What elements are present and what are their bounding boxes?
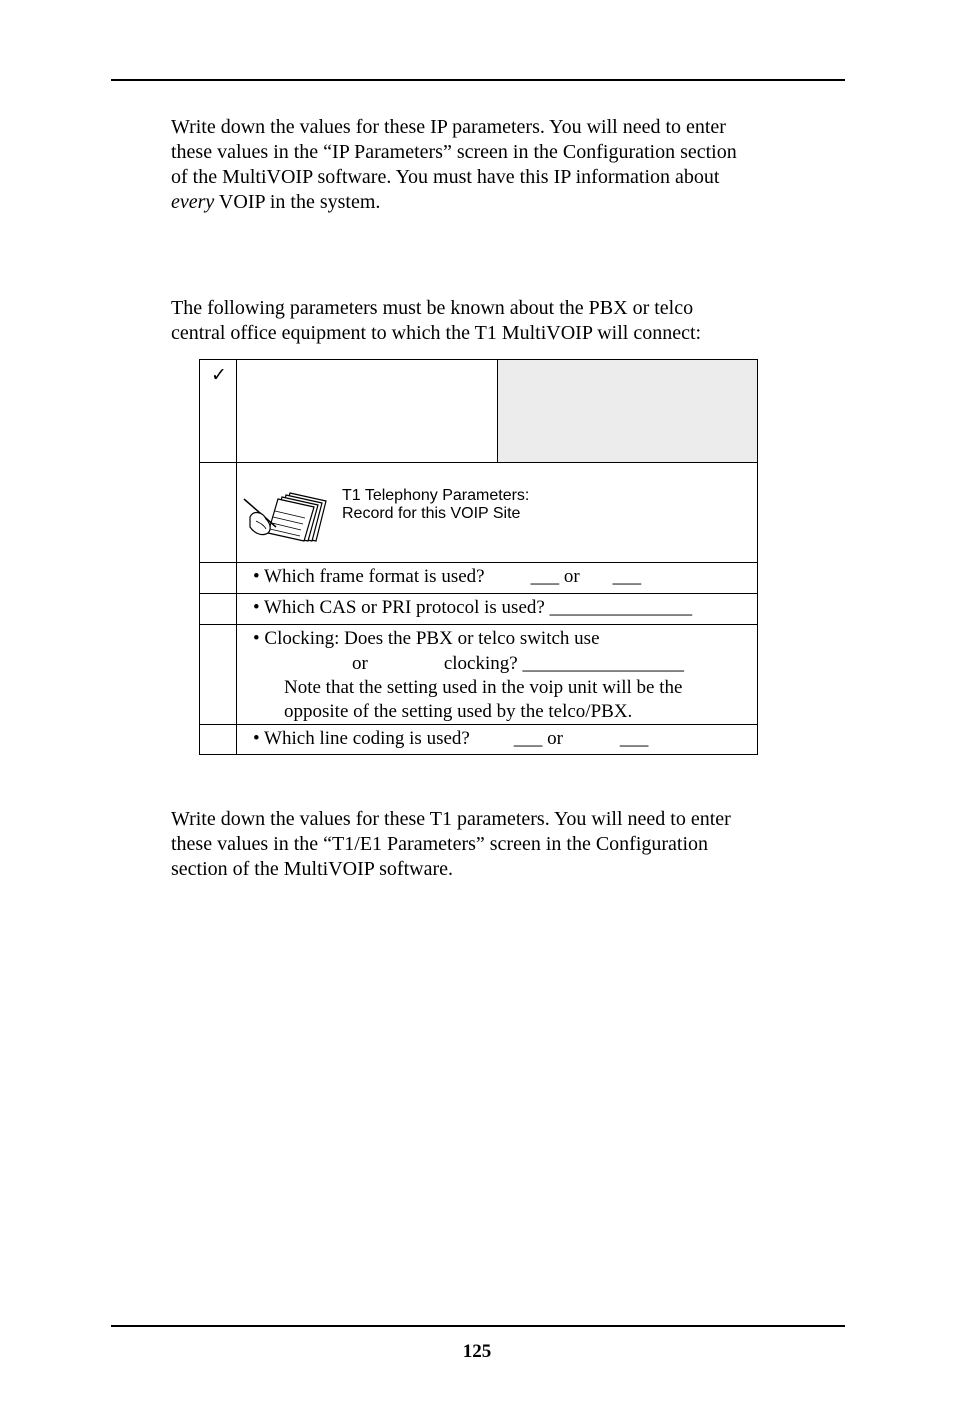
protocol-question bbox=[253, 595, 692, 620]
check-column-cell bbox=[199, 593, 237, 625]
check-column-cell bbox=[199, 562, 237, 594]
footer-rule bbox=[111, 1325, 845, 1327]
header-blank-cell bbox=[236, 359, 498, 463]
answer-blank: _______________ bbox=[549, 597, 693, 618]
clocking-options bbox=[352, 651, 684, 676]
t1-parameters-table bbox=[199, 359, 758, 755]
question-text: • Which CAS or PRI protocol is used? bbox=[253, 597, 545, 618]
clocking-note-line2: opposite of the setting used by the telco/PBX. bbox=[284, 701, 633, 722]
paragraph-line bbox=[171, 190, 851, 215]
paragraph-line: section of the MultiVOIP software. bbox=[171, 858, 453, 880]
header-rule bbox=[111, 79, 845, 81]
table-row bbox=[236, 593, 758, 625]
answer-blank: _________________ bbox=[522, 653, 684, 674]
t1-instructions-paragraph bbox=[171, 807, 851, 882]
page-number: 125 bbox=[462, 1341, 492, 1362]
table-title-cell bbox=[236, 462, 758, 563]
paragraph-line: these values in the “IP Parameters” screen in the Configuration section bbox=[171, 141, 737, 163]
notepad-with-pen-icon bbox=[242, 487, 332, 548]
table-row bbox=[236, 562, 758, 594]
answer-blank: ___ bbox=[619, 728, 649, 749]
question-text: • Which frame format is used? bbox=[253, 566, 485, 587]
clocking-text: clocking? bbox=[443, 653, 518, 674]
ip-instructions-paragraph bbox=[171, 115, 851, 215]
or-text: or bbox=[352, 653, 368, 674]
table-row bbox=[236, 724, 758, 755]
answer-blank: ___ bbox=[612, 566, 642, 587]
line-coding-question bbox=[253, 726, 648, 751]
check-column-cell bbox=[199, 462, 237, 563]
answer-blank: ___ bbox=[513, 728, 543, 749]
paragraph-line: these values in the “T1/E1 Parameters” screen in the Configuration bbox=[171, 833, 709, 855]
answer-blank: ___ bbox=[530, 566, 560, 587]
check-column-cell bbox=[199, 724, 237, 755]
table-title-line2: Record for this VOIP Site bbox=[342, 505, 521, 522]
paragraph-line: Write down the values for these IP parameters. You will need to enter bbox=[171, 116, 726, 138]
header-shaded-cell bbox=[497, 359, 758, 463]
check-column-cell bbox=[199, 359, 237, 463]
paragraph-line: Write down the values for these T1 parameters. You will need to enter bbox=[171, 808, 731, 830]
clocking-question: • Clocking: Does the PBX or telco switch use bbox=[253, 628, 600, 649]
paragraph-line: central office equipment to which the T1 MultiVOIP will connect: bbox=[171, 322, 702, 344]
pbx-lead-paragraph bbox=[171, 296, 851, 346]
check-mark-icon: ✓ bbox=[211, 364, 227, 386]
paragraph-line: of the MultiVOIP software. You must have this IP information about bbox=[171, 166, 720, 188]
or-text: or bbox=[563, 566, 580, 587]
question-text: • Which line coding is used? bbox=[253, 728, 470, 749]
emphasis-every: every bbox=[171, 191, 215, 213]
frame-format-question bbox=[253, 564, 641, 589]
table-row bbox=[236, 624, 758, 725]
paragraph-line-rest: VOIP in the system. bbox=[214, 191, 381, 213]
paragraph-line: The following parameters must be known about the PBX or telco bbox=[171, 297, 694, 319]
table-title-line1: T1 Telephony Parameters: bbox=[342, 487, 530, 504]
or-text: or bbox=[547, 728, 563, 749]
clocking-note-line1: Note that the setting used in the voip unit will be the bbox=[284, 677, 683, 698]
check-column-cell bbox=[199, 624, 237, 725]
table-title bbox=[342, 487, 529, 523]
